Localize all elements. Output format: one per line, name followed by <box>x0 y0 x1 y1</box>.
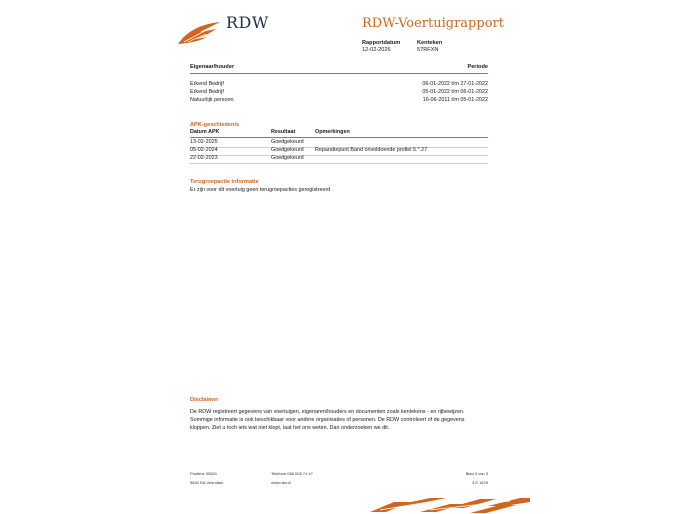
col-period: Periode <box>467 64 488 70</box>
logo-text: RDW <box>226 13 269 32</box>
recalls-text: Er zijn voor dit voertuig geen terugroepacties geregistreerd <box>190 187 331 193</box>
apk-date: 05-02-2024 <box>190 147 218 153</box>
col-result: Resultaat <box>271 129 296 135</box>
owner-period: 06-01-2022 t/m 27-01-2022 <box>422 81 488 87</box>
owners-rule <box>190 73 488 74</box>
apk-result: Goedgekeurd <box>271 147 304 153</box>
rdw-logo-icon <box>176 20 222 46</box>
owner-name: Erkend Bedrijf <box>190 89 224 95</box>
kenteken-value: 57RFXN <box>417 47 439 53</box>
footer-web: www.rdw.nl <box>271 480 292 485</box>
footer-code: 3 E 1678 <box>471 480 488 485</box>
rapportdatum-value: 12-02-2026 <box>362 47 391 53</box>
apk-title: APK-geschiedenis <box>190 122 240 128</box>
apk-result: Goedgekeurd <box>271 155 304 161</box>
owner-row <box>190 81 488 89</box>
decorative-stripes-graphic <box>370 496 530 514</box>
apk-columns <box>190 129 488 137</box>
disclaimer-line-2: Sommige informatie is ook beschikbaar voor andere organisaties of personen. De RDW controleert of de gegevens <box>190 417 465 423</box>
disclaimer-line-3: kloppen. Ziet u toch iets wat niet klopt, laat het ons weten. Dan onderzoeken we dit. <box>190 425 390 431</box>
col-remarks: Opmerkingen <box>315 129 350 135</box>
kenteken-label: Kenteken <box>417 40 443 46</box>
footer-postbus: Postbus 30000 <box>190 471 217 476</box>
col-owner: Eigenaar/houder <box>190 64 235 70</box>
apk-date: 13-02-2025 <box>190 139 218 145</box>
report-title: RDW-Voertuigrapport <box>362 16 504 31</box>
rapportdatum-label: Rapportdatum <box>362 40 401 46</box>
col-date: Datum APK <box>190 129 220 135</box>
footer-phone: Telefoon 088 008 74 47 <box>271 471 313 476</box>
apk-rule <box>190 137 488 138</box>
apk-remarks: Reparatiepunt Band onvoldoende profiel 5.*.27 <box>315 147 428 153</box>
footer-city: 9640 RA Veendam <box>190 480 224 485</box>
apk-date: 22-02-2023 <box>190 155 218 161</box>
owner-period: 05-01-2022 t/m 06-01-2022 <box>422 89 488 95</box>
owner-row <box>190 89 488 97</box>
owner-name: Erkend Bedrijf <box>190 81 224 87</box>
apk-result: Goedgekeurd <box>271 139 304 145</box>
disclaimer-line-1: De RDW registreert gegevens van voertuigen, eigenaren/houders en documenten zoals kentekens - en rijbewijzen. <box>190 409 465 415</box>
apk-row <box>190 155 488 164</box>
owner-period: 16-06-2011 t/m 05-01-2022 <box>422 97 488 103</box>
disclaimer-title: Disclaimer <box>190 397 219 403</box>
owners-header <box>190 64 488 70</box>
recalls-title: Terugroepactie informatie <box>190 179 259 185</box>
footer-page: Blad 3 van 3 <box>465 471 488 476</box>
owner-name: Natuurlijk persoon <box>190 97 234 103</box>
owner-row <box>190 97 488 105</box>
